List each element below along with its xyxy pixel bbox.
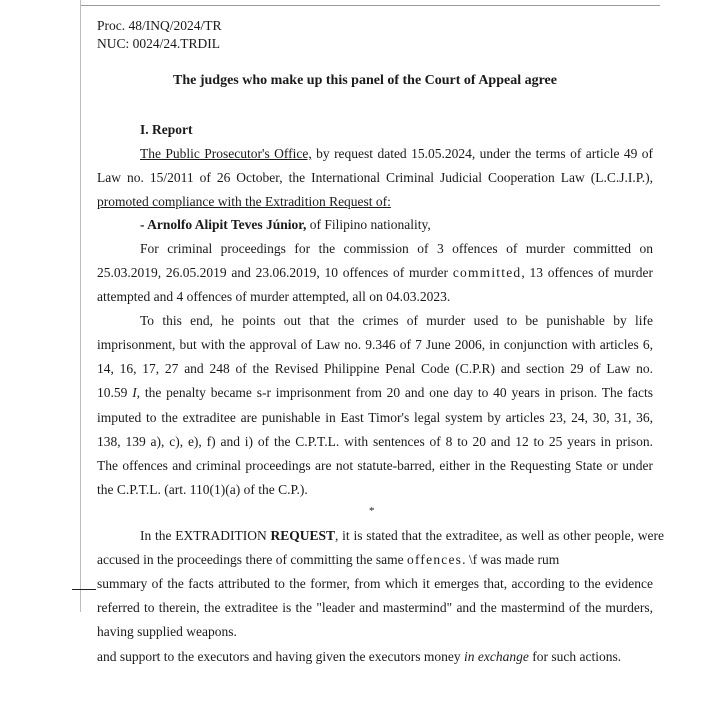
process-number: Proc. 48/INQ/2024/TR [97, 18, 222, 33]
nationality-text: of Filipino nationality, [306, 217, 431, 232]
text-span: the penalty became s-r imprisonment from 20 and one day to 40 years in prison. The facts [140, 385, 653, 400]
paragraph-line: 14, 16, 17, 27 and 248 of the Revised Philippine Penal Code (C.P.R) and section 29 of Law no. [97, 361, 653, 376]
paragraph-line: having supplied weapons. [97, 624, 237, 639]
paragraph-line [97, 552, 559, 568]
paragraph-line [97, 194, 391, 210]
text-span: 10.59 [97, 385, 133, 400]
paragraph-line [97, 649, 621, 665]
nuc-number: NUC: 0024/24.TRDIL [97, 36, 220, 51]
section-separator: * [369, 505, 375, 517]
page-title: The judges who make up this panel of the Court of Appeal agree [173, 73, 557, 88]
top-rule [80, 0, 660, 6]
paragraph-line: The offences and criminal proceedings are not statute-barred, either in the Requesting State or under [97, 458, 653, 473]
text-span: I, [132, 385, 141, 400]
text-span: . \f was made rum [462, 552, 560, 567]
margin-dash [72, 589, 96, 590]
extraditee-line [140, 217, 431, 233]
text-span: by request dated 15.05.2024, under the terms of article 49 of [311, 146, 653, 161]
text-span: committed [452, 265, 522, 280]
paragraph-line [140, 146, 653, 162]
text-span: REQUEST [270, 528, 336, 543]
text-span: 25.03.2019, 26.05.2019 and 23.06.2019, 10 offences of murder [97, 265, 453, 280]
underlined-text: The Public Prosecutor's Office, [140, 146, 312, 161]
text-span: offences [407, 552, 463, 567]
paragraph-line [97, 265, 653, 281]
paragraph-line: the C.P.T.L. (art. 110(1)(a) of the C.P.). [97, 482, 308, 497]
underlined-text: promoted compliance with the Extradition Request of: [97, 194, 391, 209]
paragraph-line [140, 528, 664, 544]
section-title: I. Report [140, 122, 193, 137]
paragraph-line: For criminal proceedings for the commission of 3 offences of murder committed on [140, 241, 653, 256]
text-span: In the EXTRADITION [140, 528, 271, 543]
paragraph-line: summary of the facts attributed to the former, from which it emerges that, according to the evidence [97, 576, 653, 591]
paragraph-line: imprisonment, but with the approval of Law no. 9.346 of 7 June 2006, in conjunction with articles 6, [97, 337, 653, 352]
paragraph-line: 138, 139 a), c), e), f) and i) of the C.P.T.L. with sentences of 8 to 20 and 12 to 25 years in prison. [97, 434, 653, 449]
paragraph-line: To this end, he points out that the crimes of murder used to be punishable by life [140, 313, 653, 328]
paragraph-line: attempted and 4 offences of murder attempted, all on 04.03.2023. [97, 289, 451, 304]
text-span: , 13 offences of murder [521, 265, 653, 280]
paragraph-line [97, 385, 653, 401]
text-span: and support to the executors and having given the executors money [97, 649, 465, 664]
text-span: , it is stated that the extraditee, as well as other people, were [335, 528, 664, 543]
text-span: for such actions. [528, 649, 622, 664]
left-border [80, 0, 81, 612]
text-span: accused in the proceedings there of committing the same [97, 552, 408, 567]
extraditee-name: - Arnolfo Alipit Teves Júnior, [140, 217, 307, 232]
text-span: in exchange [464, 649, 529, 664]
paragraph-line: imputed to the extraditee are punishable in East Timor's legal system by articles 23, 24, 30, 31, 36, [97, 410, 653, 425]
paragraph-line: Law no. 15/2011 of 26 October, the International Criminal Judicial Cooperation Law (L.C.J.I.P.), [97, 170, 653, 185]
paragraph-line: referred to therein, the extraditee is the "leader and mastermind" and the mastermind of the murders, [97, 600, 653, 615]
